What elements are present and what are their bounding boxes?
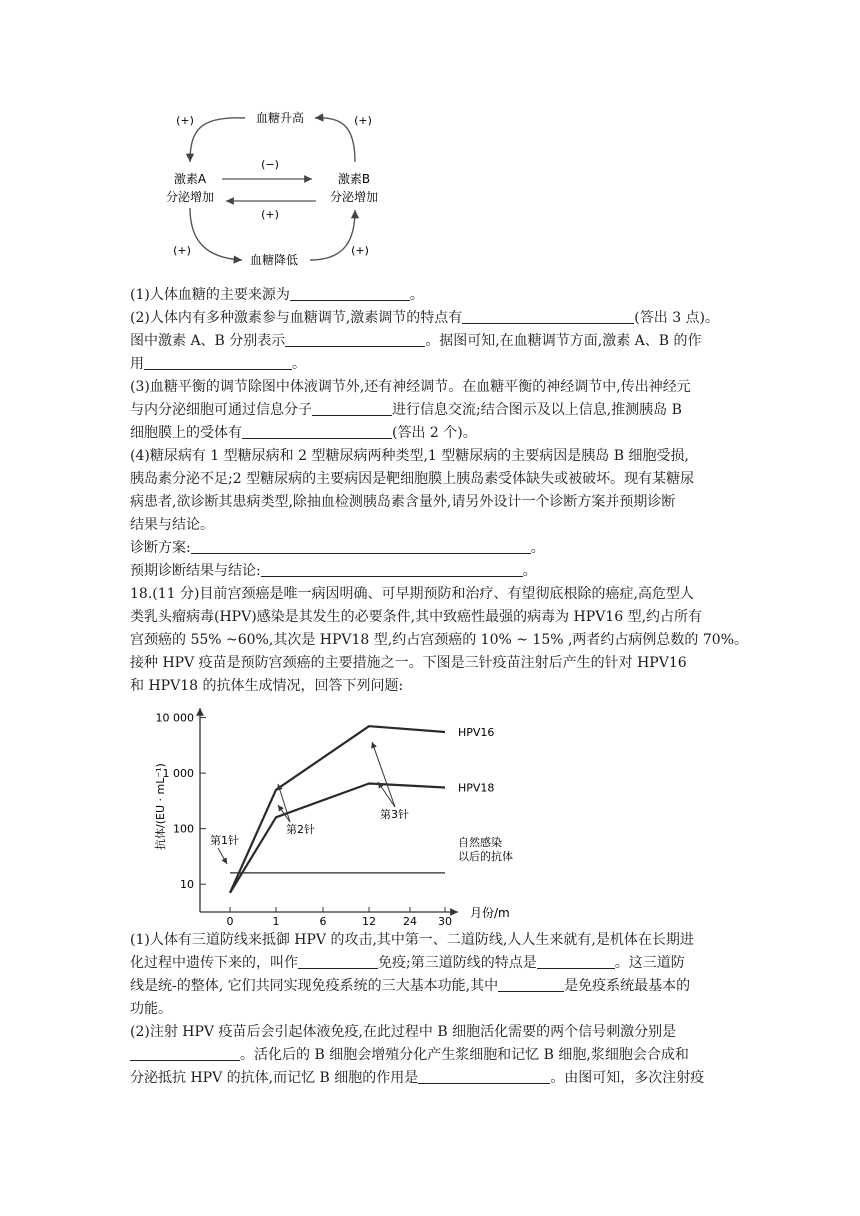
text-line: (3)血糖平衡的调节除图中体液调节外,还有神经调节。在血糖平衡的神经调节中,传出神经元 <box>130 379 691 395</box>
text-line: 宫颈癌的 55% ~60%,其次是 HPV18 型,约占宫颈癌的 10% ~ 15% ,两者约占病例总数的 70%。 <box>130 632 749 648</box>
series-line-2 <box>230 784 445 893</box>
x-tick-label: 6 <box>319 915 327 925</box>
question-17-4-cont2 <box>130 492 740 512</box>
y-tick-label: 1 000 <box>162 767 194 781</box>
arrow-right-to-top <box>315 118 355 162</box>
question-18-intro <box>130 584 740 604</box>
question-18-2-cont <box>130 1045 740 1065</box>
question-17-2-end <box>130 354 740 374</box>
annotation-dose-2: 第2针 <box>286 823 315 836</box>
text-line: 。活化后的 B 细胞会增殖分化产生浆细胞和记忆 B 细胞,浆细胞会合成和 <box>240 1047 689 1063</box>
question-18-2 <box>130 1022 740 1042</box>
answer-blank[interactable] <box>191 539 531 554</box>
answer-blank[interactable] <box>290 286 410 301</box>
question-17-3-end <box>130 423 740 443</box>
question-17-4-cont <box>130 469 740 489</box>
text-line: 图中激素 A、B 分别表示 <box>130 333 286 349</box>
text-line: 接种 HPV 疫苗是预防宫颈癌的主要措施之一。下图是三针疫苗注射后产生的针对 HPV16 <box>130 655 687 671</box>
text-line: 进行信息交流;结合图示及以上信息,推测胰岛 B <box>392 402 682 418</box>
question-18-1-cont2 <box>130 976 740 996</box>
sign-bottom-right: (+) <box>351 244 369 257</box>
question-18-1-end <box>130 999 740 1019</box>
x-tick-label: 1 <box>272 915 280 925</box>
question-18-intro-2 <box>130 607 740 627</box>
antibody-chart <box>140 700 530 925</box>
text-line: (2)注射 HPV 疫苗后会引起体液免疫,在此过程中 B 细胞活化需要的两个信号刺激分别是 <box>130 1024 677 1040</box>
x-tick-label: 0 <box>226 915 234 925</box>
annotation-dose-1: 第1针 <box>210 834 239 847</box>
node-hormone-a: 激素A <box>173 172 207 186</box>
question-18-2-cont2 <box>130 1068 740 1088</box>
text-line: 。 <box>522 563 537 579</box>
pointer-dose-3-hpv16 <box>372 742 395 807</box>
arrow-top-to-left <box>190 118 245 162</box>
question-18-1-cont <box>130 953 740 973</box>
text-line: 类乳头瘤病毒(HPV)感染是其发生的必要条件,其中致癌性最强的病毒为 HPV16 型,约占所有 <box>130 609 703 625</box>
question-17-4 <box>130 446 740 466</box>
question-18-intro-4 <box>130 653 740 673</box>
node-hormone-a-secretion: 分泌增加 <box>165 190 215 204</box>
answer-blank[interactable] <box>312 401 392 416</box>
text-line: 是免疫系统最基本的 <box>564 978 691 994</box>
answer-blank[interactable] <box>285 332 425 347</box>
y-tick-label: 10 <box>180 878 194 892</box>
text-line: 和 HPV18 的抗体生成情况，回答下列问题: <box>130 678 404 694</box>
text-line: 。 <box>409 287 424 303</box>
x-tick-label: 30 <box>438 915 452 925</box>
text-line: 胰岛素分泌不足;2 型糖尿病的主要病因是靶细胞膜上胰岛素受体缺失或被破坏。现有某糖尿 <box>130 471 695 487</box>
sign-bottom-left: (+) <box>173 244 191 257</box>
answer-blank[interactable] <box>261 562 523 577</box>
question-18-intro-3 <box>130 630 749 650</box>
node-glucose-high: 血糖升高 <box>255 111 305 125</box>
y-axis-label: 抗体/(EU · mL⁻¹) <box>154 763 167 850</box>
text-line: 细胞膜上的受体有 <box>130 425 242 441</box>
node-glucose-low: 血糖降低 <box>249 253 299 267</box>
sign-middle-top: (−) <box>261 158 279 171</box>
text-line: 线是统-的整体, 它们共同实现免疫系统的三大基本功能,其中 <box>130 978 499 994</box>
text-line: (1)人体有三道防线来抵御 HPV 的攻击,其中第一、二道防线,人人生来就有,是机体在长期进 <box>130 932 694 948</box>
sign-top-left: (+) <box>176 114 194 127</box>
text-line: 。 <box>292 356 306 372</box>
answer-blank[interactable] <box>242 424 392 439</box>
x-tick-label: 24 <box>403 915 417 925</box>
annotation-natural-2: 以后的抗体 <box>458 850 513 863</box>
answer-blank[interactable] <box>144 355 292 370</box>
x-axis-label: 月份/m <box>470 906 510 920</box>
sign-middle-bottom: (+) <box>261 208 279 221</box>
series-label-2: HPV18 <box>458 781 495 795</box>
series-line-1 <box>230 726 445 893</box>
arrow-left-to-bottom <box>190 208 242 260</box>
text-line: (答出 3 点)。 <box>634 310 720 326</box>
answer-blank[interactable] <box>498 977 564 992</box>
text-line: 结果与结论。 <box>130 517 214 533</box>
sign-top-right: (+) <box>354 114 372 127</box>
node-hormone-b: 激素B <box>337 172 371 186</box>
text-line: (答出 2 个)。 <box>392 425 477 441</box>
text-line: (1)人体血糖的主要来源为 <box>130 287 290 303</box>
annotation-natural-1: 自然感染 <box>458 836 502 849</box>
node-hormone-b-secretion: 分泌增加 <box>329 190 379 204</box>
series-label-1: HPV16 <box>458 725 495 739</box>
answer-blank[interactable] <box>418 1069 550 1084</box>
text-line: 。 <box>530 540 545 556</box>
question-17-2-cont <box>130 331 740 351</box>
answer-blank[interactable] <box>298 954 378 969</box>
y-tick-label: 10 000 <box>155 711 194 725</box>
blood-glucose-regulation-diagram <box>150 100 390 272</box>
text-line: 预期诊断结果与结论: <box>130 563 261 579</box>
answer-blank[interactable] <box>462 309 634 324</box>
question-17-1 <box>130 285 740 305</box>
question-17-3-cont <box>130 400 740 420</box>
text-line: 。由图可知，多次注射疫 <box>550 1070 705 1086</box>
text-line: 诊断方案: <box>130 540 191 556</box>
text-line: 用 <box>130 356 144 372</box>
answer-blank[interactable] <box>130 1046 240 1061</box>
x-tick-label: 12 <box>362 915 376 925</box>
arrow-bottom-to-right <box>310 210 355 260</box>
text-line: 。据图可知,在血糖调节方面,激素 A、B 的作 <box>425 333 702 349</box>
text-line: 病患者,欲诊断其患病类型,除抽血检测胰岛素含量外,请另外设计一个诊断方案并预期诊断 <box>130 494 676 510</box>
text-line: 化过程中遗传下来的，叫作 <box>130 955 298 971</box>
y-tick-label: 100 <box>173 822 194 836</box>
pointer-dose-1 <box>218 848 227 864</box>
text-line: (2)人体内有多种激素参与血糖调节,激素调节的特点有 <box>130 310 463 326</box>
question-17-2 <box>130 308 740 328</box>
expected-result <box>130 561 740 581</box>
text-line: 与内分泌细胞可通过信息分子 <box>130 402 312 418</box>
text-line: 功能。 <box>130 1001 172 1017</box>
question-17-3 <box>130 377 740 397</box>
question-18-1 <box>130 930 740 950</box>
annotation-dose-3: 第3针 <box>380 808 409 821</box>
question-17-4-cont3 <box>130 515 740 535</box>
question-18-intro-5 <box>130 676 740 696</box>
text-line: (4)糖尿病有 1 型糖尿病和 2 型糖尿病两种类型,1 型糖尿病的主要病因是胰岛 B 细胞受损, <box>130 448 689 464</box>
text-line: 18.(11 分)目前宫颈癌是唯一病因明确、可早期预防和治疗、有望彻底根除的癌症,高危型人 <box>130 586 694 602</box>
text-line: 分泌抵抗 HPV 的抗体,而记忆 B 细胞的作用是 <box>130 1070 419 1086</box>
text-line: 。这三道防 <box>614 955 685 971</box>
diagnosis-plan <box>130 538 740 558</box>
answer-blank[interactable] <box>537 954 615 969</box>
text-line: 免疫;第三道防线的特点是 <box>378 955 537 971</box>
